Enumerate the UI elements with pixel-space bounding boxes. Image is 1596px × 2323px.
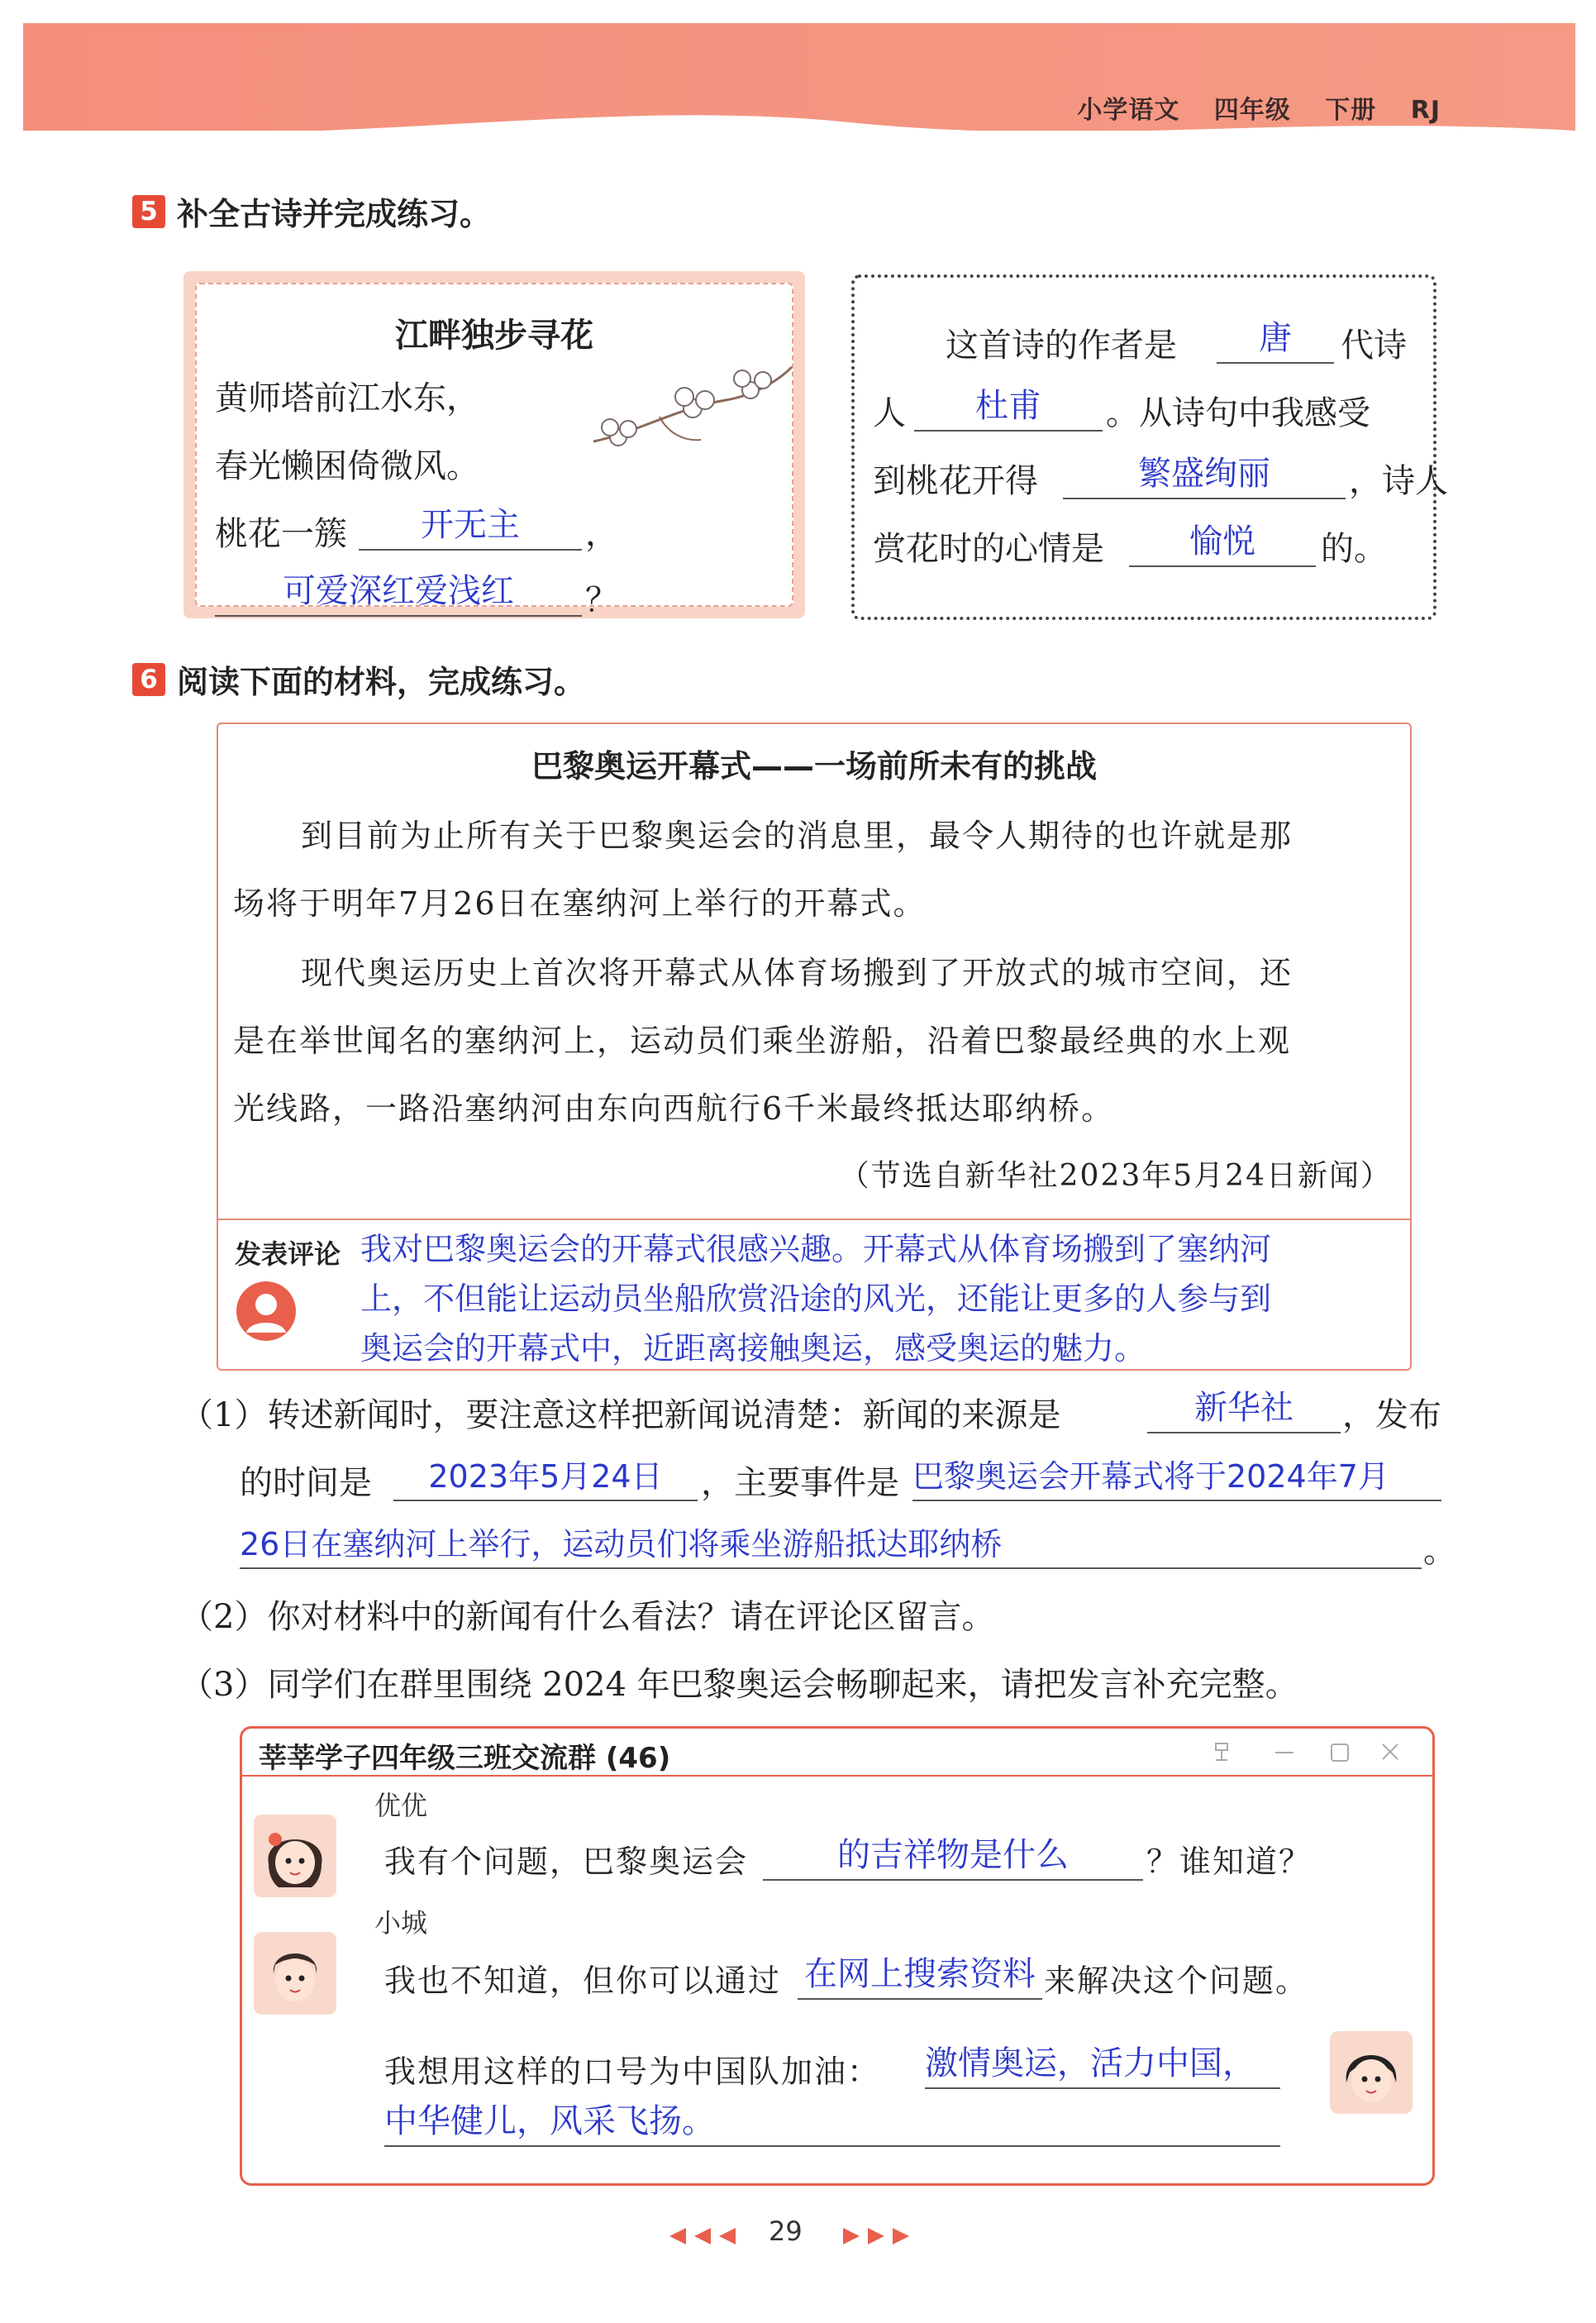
chat-msg-3-blank-2[interactable]: [384, 2094, 1280, 2147]
mood-blank[interactable]: [1129, 514, 1316, 567]
dynasty-blank[interactable]: [1217, 311, 1334, 364]
maximize-icon: [1332, 1744, 1348, 1761]
poem-line-2: 春光懒困倚微风。: [215, 447, 479, 485]
news-event-blank-1[interactable]: [912, 1448, 1441, 1501]
article-para1-line2: 场将于明年7月26日在塞纳河上举行的开幕式。: [233, 885, 927, 922]
news-article: [217, 723, 1412, 1371]
q6-number: 6: [132, 663, 165, 696]
sub1-event-prefix: ，主要事件是: [701, 1464, 899, 1502]
comment-label: 发表评论: [235, 1238, 341, 1270]
article-title: 巴黎奥运开幕式——一场前所未有的挑战: [531, 748, 1097, 785]
ex-text-8: 的。: [1321, 530, 1387, 568]
sub1-time-prefix: 的时间是: [240, 1464, 372, 1502]
sub1-prefix: （1）转述新闻时，要注意这样把新闻说清楚：新闻的来源是: [180, 1396, 1061, 1434]
chat-msg-1-prefix: 我有个问题，巴黎奥运会: [384, 1844, 749, 1880]
poem-line-3-blank[interactable]: [359, 501, 582, 551]
header-edition: RJ: [1410, 96, 1441, 125]
q6-heading: [132, 656, 585, 702]
header-grade: 四年级: [1213, 96, 1291, 125]
poem-line-3-answer: 开无主: [421, 506, 520, 544]
sub1-after-source: ，发布: [1342, 1396, 1441, 1434]
poem-line-3-prefix: 桃花一簇: [215, 515, 347, 553]
chat-titlebar: [242, 1729, 1432, 1777]
blossom-branch-icon: [585, 342, 800, 466]
poem-exercise-box: [851, 274, 1448, 620]
header-subject: 小学语文: [1077, 96, 1180, 125]
chat-group-title: 莘莘学子四年级三班交流群 (46): [259, 1742, 671, 1775]
comment-line-3: 奥运会的开幕式中，近距离接触奥运，感受奥运的魅力。: [360, 1330, 1146, 1367]
boy-avatar-icon: [254, 1932, 336, 2015]
poem-line-4-suffix: ？: [585, 581, 618, 619]
user-avatar-icon: [235, 1280, 298, 1343]
news-event-answer-2: 26日在塞纳河上举行，运动员们将乘坐游船抵达耶纳桥: [240, 1526, 1003, 1562]
page-number: 29: [769, 2216, 803, 2247]
article-para2-line2: 是在举世闻名的塞纳河上，运动员们乘坐游船，沿着巴黎最经典的水上观: [233, 1023, 1292, 1059]
prev-page-icon: [661, 2224, 744, 2249]
ex-text-2: 代诗: [1341, 327, 1407, 365]
chat-msg-3-blank-1[interactable]: [925, 2036, 1280, 2089]
q5-number: 5: [132, 195, 165, 228]
blossom-answer: 繁盛绚丽: [1138, 455, 1270, 493]
blossom-blank[interactable]: [1063, 446, 1346, 499]
poem-card-inner: [195, 283, 793, 619]
chat-msg-3-answer-1: 激情奥运，活力中国，: [925, 2044, 1255, 2082]
header-info: [1077, 89, 1441, 126]
chat-msg-2-answer: 在网上搜索资料: [804, 1955, 1036, 1993]
chat-window: [240, 1726, 1435, 2186]
article-para1-line1: 到目前为止所有关于巴黎奥运会的消息里，最令人期待的也许就是那: [301, 818, 1293, 854]
sub2-text: （2）你对材料中的新闻有什么看法？请在评论区留言。: [180, 1598, 995, 1636]
window-controls: [1209, 1740, 1408, 1765]
q5-title: 补全古诗并完成练习。: [177, 196, 492, 232]
chat-msg-1-answer: 的吉祥物是什么: [837, 1836, 1069, 1874]
chat-user-2-name: 小城: [374, 1907, 428, 1939]
chat-user-1-name: 优优: [374, 1790, 428, 1821]
q5-heading: [132, 188, 491, 234]
news-time-answer: 2023年5月24日: [428, 1458, 663, 1495]
poem-title: 江畔独步寻花: [395, 317, 593, 355]
poet-answer: 杜甫: [975, 387, 1041, 425]
poem-line-4-answer: 可爱深红爱浅红: [283, 572, 514, 610]
comment-line-1: 我对巴黎奥运会的开幕式很感兴趣。开幕式从体育场搬到了塞纳河: [360, 1231, 1272, 1267]
chat-msg-3-answer-2: 中华健儿，风采飞扬。: [384, 2102, 715, 2140]
article-source: （节选自新华社2023年5月24日新闻）: [839, 1159, 1392, 1193]
pin-icon: [1216, 1743, 1227, 1760]
close-icon: [1383, 1744, 1398, 1759]
poet-blank[interactable]: [914, 379, 1103, 432]
ex-text-1: 这首诗的作者是: [946, 327, 1177, 365]
sub3-text: （3）同学们在群里围绕 2024 年巴黎奥运会畅聊起来，请把发言补充完整。: [180, 1666, 1298, 1704]
chat-msg-3-prefix: 我想用这样的口号为中国队加油：: [384, 2053, 881, 2090]
chat-msg-1-suffix: ？谁知道？: [1146, 1844, 1313, 1880]
chat-msg-2-prefix: 我也不知道，但你可以通过: [384, 1963, 782, 1999]
q6-title: 阅读下面的材料，完成练习。: [177, 664, 586, 700]
chat-msg-2-blank[interactable]: [798, 1947, 1042, 2000]
poem-line-3-suffix: ，: [585, 515, 618, 553]
girl-short-hair-avatar-icon: [1330, 2031, 1413, 2114]
next-page-icon: [835, 2224, 917, 2249]
chat-msg-1-blank[interactable]: [763, 1828, 1143, 1881]
header-volume: 下册: [1325, 96, 1377, 125]
news-time-blank[interactable]: [393, 1448, 698, 1501]
mood-answer: 愉悦: [1189, 522, 1255, 560]
poem-line-1: 黄师塔前江水东，: [215, 379, 479, 417]
ex-text-6: ，诗人: [1349, 462, 1448, 500]
chat-msg-2-suffix: 来解决这个问题。: [1044, 1963, 1309, 1999]
news-source-blank[interactable]: [1147, 1381, 1341, 1433]
ex-text-3: 人: [873, 394, 906, 432]
ex-text-7: 赏花时的心情是: [873, 530, 1104, 568]
poem-card: [183, 271, 805, 618]
dynasty-answer: 唐: [1259, 319, 1292, 357]
news-source-answer: 新华社: [1194, 1389, 1293, 1427]
news-event-blank-2[interactable]: [240, 1516, 1422, 1569]
comment-line-2: 上，不但能让运动员坐船欣赏沿途的风光，还能让更多的人参与到: [360, 1281, 1272, 1317]
sub1-end: 。: [1423, 1532, 1456, 1570]
article-para2-line3: 光线路，一路沿塞纳河由东向西航行6千米最终抵达耶纳桥。: [233, 1090, 1115, 1127]
news-event-answer-1: 巴黎奥运会开幕式将于2024年7月: [912, 1458, 1389, 1495]
ex-text-4: 。从诗句中我感受: [1106, 394, 1370, 432]
ex-text-5: 到桃花开得: [873, 462, 1038, 500]
poem-line-4-blank[interactable]: [215, 567, 582, 617]
article-para2-line1: 现代奥运历史上首次将开幕式从体育场搬到了开放式的城市空间，还: [301, 955, 1293, 991]
girl-avatar-icon: [254, 1815, 336, 1897]
comment-divider: [218, 1219, 1410, 1220]
